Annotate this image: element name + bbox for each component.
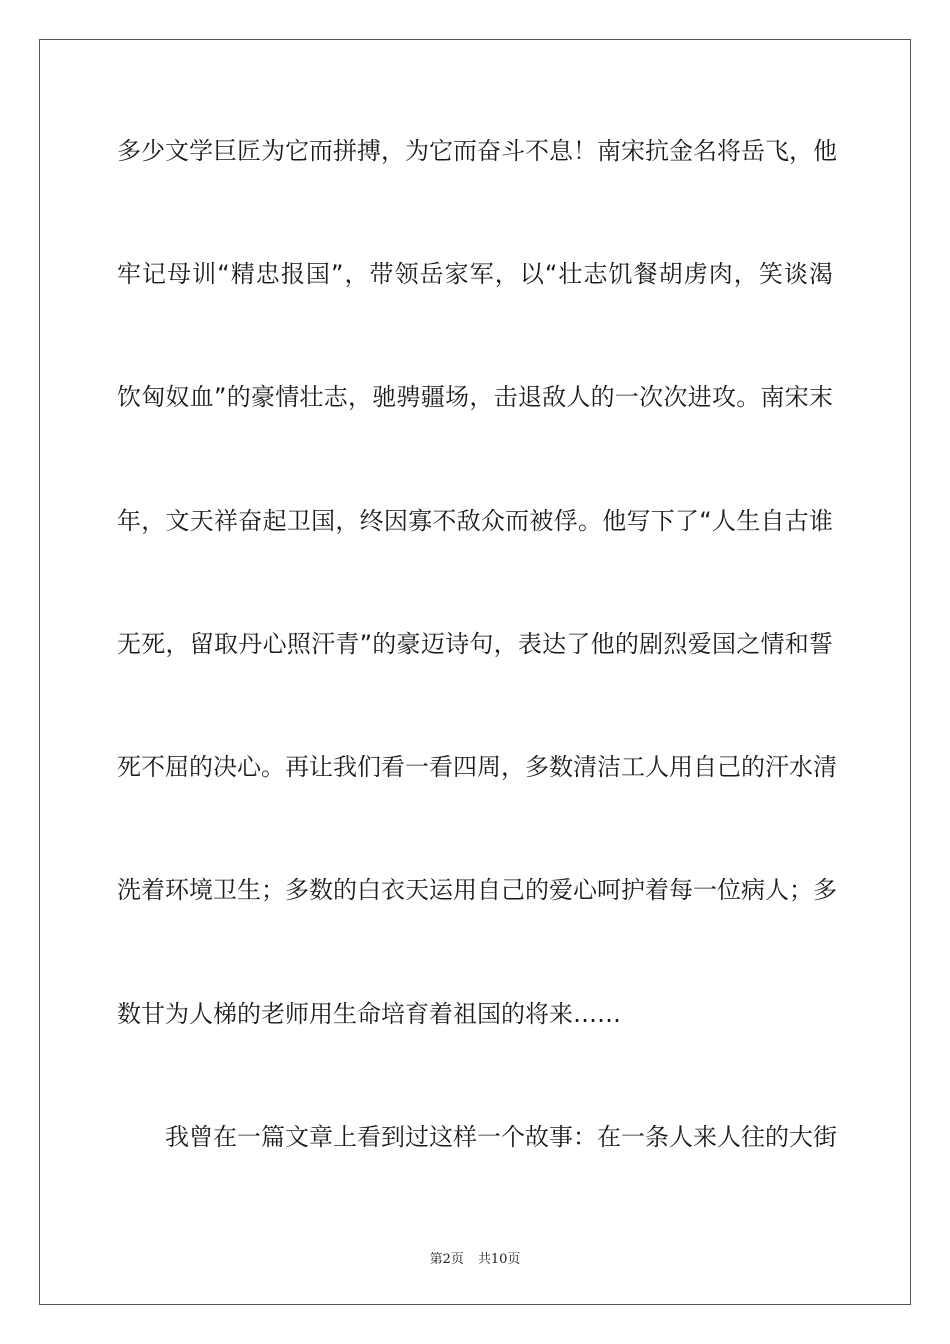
text-line-1: 多少文学巨匠为它而拼搏，为它而奋斗不息！南宋抗金名将岳飞，他 — [117, 137, 837, 165]
text-line-3: 饮匈奴血”的豪情壮志，驰骋疆场，击退敌人的一次次进攻。南宋末 — [117, 383, 833, 411]
text-line-7: 洗着环境卫生；多数的白衣天运用自己的爱心呵护着每一位病人；多 — [117, 876, 837, 904]
text-line-4: 年，文天祥奋起卫国，终因寡不敌众而被俘。他写下了“人生自古谁 — [117, 507, 833, 535]
page-footer — [0, 1248, 950, 1267]
page-total: 共10页 — [477, 1252, 521, 1267]
text-line-6: 死不屈的决心。再让我们看一看四周，多数清洁工人用自己的汗水清 — [117, 753, 837, 781]
text-line-8: 数甘为人梯的老师用生命培育着祖国的将来…… — [117, 1000, 621, 1028]
text-line-9: 我曾在一篇文章上看到过这样一个故事：在一条人来人往的大街 — [165, 1123, 837, 1151]
page-number: 第2页 — [429, 1252, 464, 1267]
text-line-5: 无死，留取丹心照汗青”的豪迈诗句，表达了他的剧烈爱国之情和誓 — [117, 630, 833, 658]
text-line-2: 牢记母训“精忠报国”，带领岳家军，以“壮志饥餐胡虏肉，笑谈渴 — [117, 260, 833, 288]
page-border — [39, 39, 911, 1305]
